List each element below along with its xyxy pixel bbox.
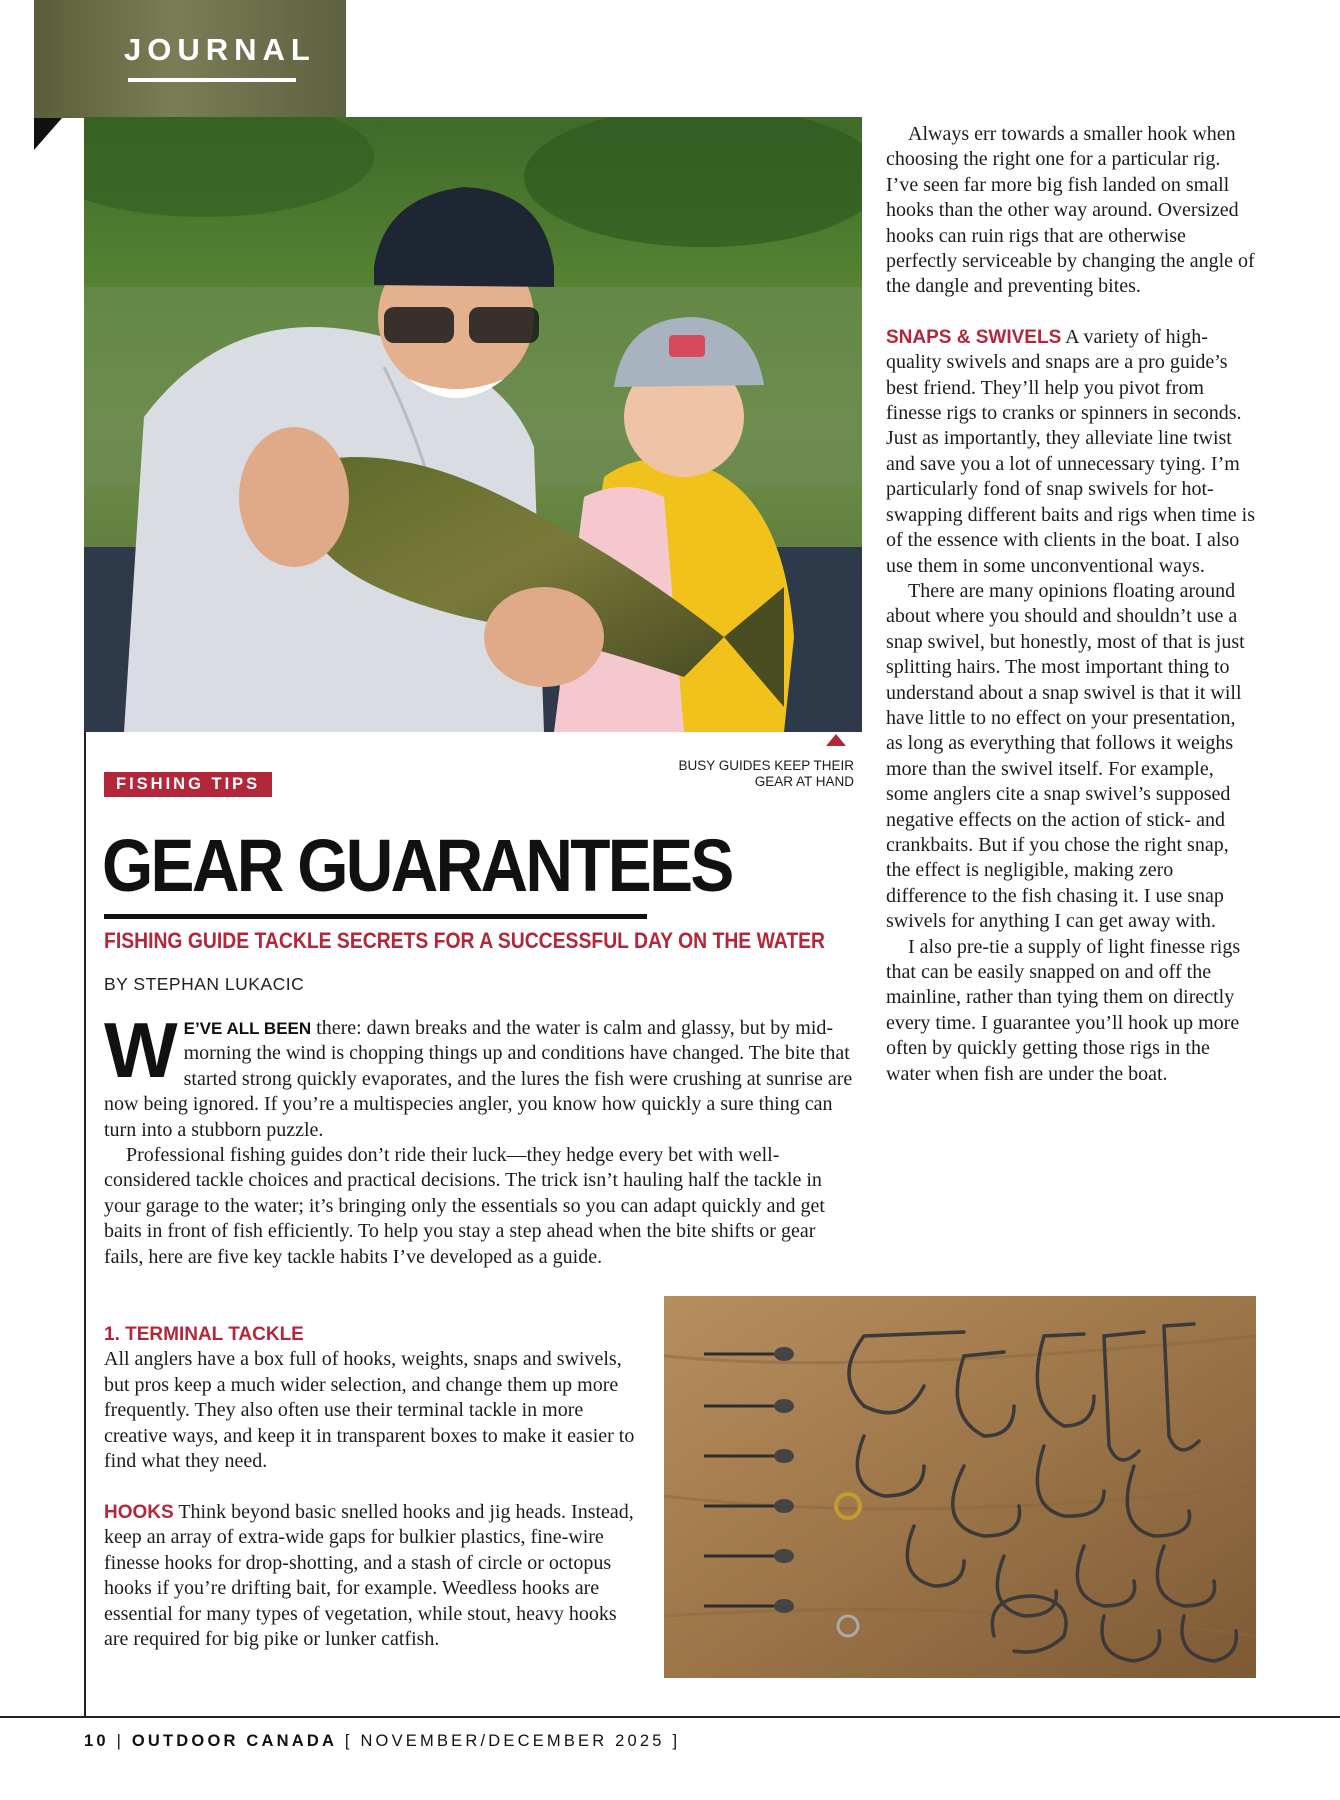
caption-arrow-icon (826, 734, 846, 746)
page-number: 10 (84, 1732, 109, 1750)
section-label-underline (128, 78, 296, 82)
footer-separator: | (116, 1732, 125, 1750)
snaps-paragraph (886, 325, 1256, 579)
terminal-tackle-paragraph: All anglers have a box full of hooks, weights, snaps and swivels, but pros keep a much wider selection, and change them up more frequently. They also often use their terminal tackle in more creative ways, and keep it in transparent boxes to make it easier to find what they need. (104, 1348, 635, 1473)
snaps-paragraph-text: A variety of high-quality swivels and snaps are a pro guide’s best friend. They’ll help you pivot from finesse rigs to cranks or spinners in seconds. Just as importantly, they alleviate line twist and save you a lot of unnecessary tying. I’m particularly fond of snap swivels for hot-swapping different baits and rigs when time is of the essence with clients in the boat. I also use them in some unconventional ways. (886, 325, 1256, 577)
snaps-paragraph-2: There are many opinions floating around about where you should and shouldn’t use a snap swivel, but honestly, most of that is just splitting hairs. The most important thing to understand about a snap swivel is that it will have little to no effect on your presentation, as long as everything that follows it weighs more than the swivel itself. For example, some anglers cite a snap swivel’s supposed negative effects on the action of stick- and crankbaits. But if you chose the right snap, the effect is negligible, making zero difference to the fish chasing it. I use snap swivels for anything I can get away with. (886, 579, 1245, 933)
article-byline: BY STEPHAN LUKACIC (104, 974, 305, 994)
article-deck: FISHING GUIDE TACKLE SECRETS FOR A SUCCESSFUL DAY ON THE WATER (104, 928, 826, 953)
intro-section (104, 1006, 858, 1270)
intro-paragraph-1-text: there: dawn breaks and the water is calm and glassy, but by mid-morning the wind is chopping things up and conditions have changed. The bite that started strong quickly evaporates, and the lures the fish were crushing at sunrise are now being ignored. If you’re a multispecies angler, you know how quickly a sure thing can turn into a stubborn puzzle. (104, 1017, 853, 1141)
issue-date: [ NOVEMBER/DECEMBER 2025 ] (344, 1732, 681, 1750)
section-label: JOURNAL (124, 32, 316, 67)
page-footer (84, 1732, 680, 1751)
drop-cap: W (104, 1006, 178, 1094)
article-headline: GEAR GUARANTEES (102, 824, 732, 907)
headline-rule (104, 914, 647, 919)
tackle-photo-illustration (664, 1296, 1256, 1678)
hook-size-paragraph: Always err towards a smaller hook when choosing the right one for a particular rig. I’ve seen far more big fish landed on small hooks than the other way around. Oversized hooks can ruin rigs that are otherwise perfectly serviceable by changing the angle of the dangle and preventing bites. (886, 123, 1255, 298)
tab-corner-fold (34, 118, 62, 150)
intro-paragraph-1 (104, 1006, 858, 1143)
hooks-paragraph (104, 1500, 644, 1652)
snaps-swivels-heading: SNAPS & SWIVELS (886, 326, 1062, 348)
hero-photo-illustration (84, 117, 862, 732)
right-column (886, 122, 1256, 1087)
lead-in: E’VE ALL BEEN (183, 1019, 312, 1038)
terminal-tackle-heading: 1. TERMINAL TACKLE (104, 1324, 304, 1345)
intro-paragraph-2: Professional fishing guides don’t ride their luck—they hedge every bet with well-considered tackle choices and practical decisions. The trick isn’t hauling half the tackle in your garage to the water; it’s bringing only the essentials so you can adapt quickly and get baits in front of fish efficiently. To help you stay a step ahead when the bite shifts or gear fails, here are five key tackle habits I’ve developed as a guide. (104, 1144, 825, 1268)
hero-photo-guide-and-child-with-bass (84, 117, 862, 732)
photo-caption: BUSY GUIDES KEEP THEIR GEAR AT HAND (678, 758, 854, 789)
hooks-heading: HOOKS (104, 1502, 174, 1523)
snaps-paragraph-3: I also pre-tie a supply of light finesse rigs that can be easily snapped on and off the mainline, rather than tying them on directly every time. I guarantee you’ll hook up more often by quickly getting those rigs in the water when fish are under the boat. (886, 935, 1241, 1085)
terminal-tackle-section (104, 1322, 644, 1474)
paragraph-gap (886, 300, 1256, 325)
hooks-section (104, 1500, 644, 1652)
footer-rule (0, 1716, 1340, 1718)
category-tag: FISHING TIPS (104, 772, 272, 797)
tackle-photo-hooks-and-swivels (664, 1296, 1256, 1678)
magazine-name: OUTDOOR CANADA (131, 1732, 338, 1750)
hooks-paragraph-text: Think beyond basic snelled hooks and jig heads. Instead, keep an array of extra-wide gaps for bulkier plastics, fine-wire finesse hooks for drop-shotting, and a stash of circle or octopus hooks if you’re drifting bait, for example. Weedless hooks are essential for many types of vegetation, while stout, heavy hooks are required for big pike or lunker catfish. (104, 1501, 634, 1651)
